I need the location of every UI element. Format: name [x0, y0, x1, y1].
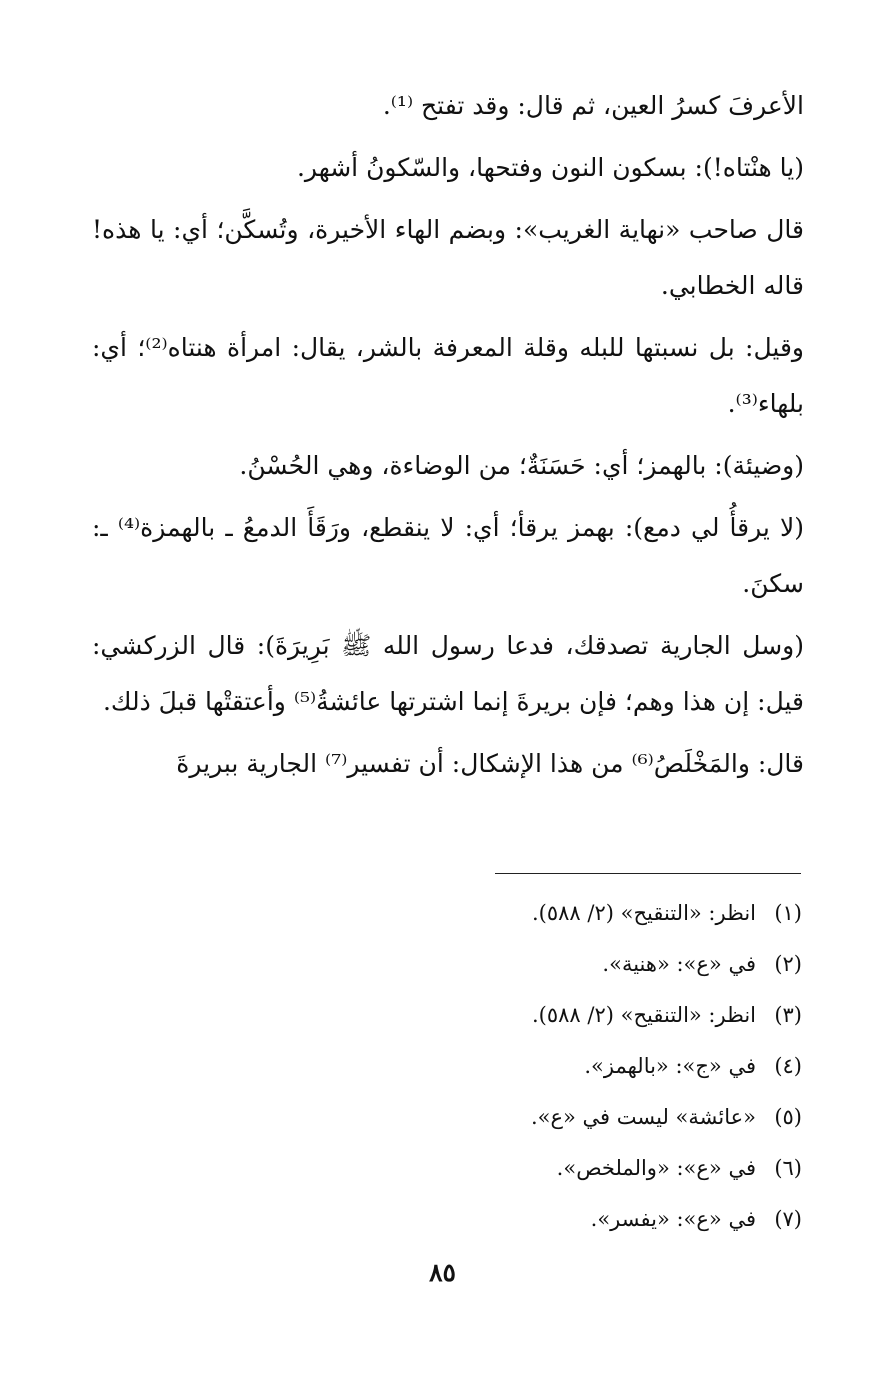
- footnote-number: (٢): [774, 952, 802, 976]
- footnote-text: في «ع»: «يفسر».: [590, 1207, 756, 1231]
- footnote-item: [380, 1194, 802, 1245]
- footnotes: [380, 888, 802, 1245]
- paragraph: (لا يرقأُ لي دمع): بهمز يرقأ؛ أي: لا ينقطع، ورَقَأَ الدمعُ ـ بالهمزة⁽⁴⁾ ـ: سكنَ.: [92, 513, 804, 598]
- footnote-number: (٥): [774, 1105, 802, 1129]
- footnote-item: [380, 990, 802, 1041]
- paragraph: قال: والمَخْلَصُ⁽⁶⁾ من هذا الإشكال: أن تفسير⁽⁷⁾ الجارية ببريرةَ: [176, 749, 804, 778]
- footnote-divider: [495, 873, 801, 874]
- footnote-number: (٣): [774, 1003, 802, 1027]
- paragraph: الأعرفَ كسرُ العين، ثم قال: وقد تفتح ⁽¹⁾.: [382, 91, 804, 120]
- paragraph: (وضيئة): بالهمز؛ أي: حَسَنَةٌ؛ من الوضاءة، وهي الحُسْنُ.: [239, 451, 804, 480]
- footnote-text: «عائشة» ليست في «ع».: [530, 1105, 756, 1129]
- footnote-number: (٤): [774, 1054, 802, 1078]
- footnote-item: [380, 888, 802, 939]
- paragraph: وقيل: بل نسبتها للبله وقلة المعرفة بالشر، يقال: امرأة هنتاه⁽²⁾؛ أي: بلهاء⁽³⁾.: [92, 333, 804, 418]
- footnote-text: في «ج»: «بالهمز».: [584, 1054, 756, 1078]
- footnote-text: في «ع»: «هنية».: [602, 952, 756, 976]
- paragraph: (يا هنْتاه!): بسكون النون وفتحها، والسّكونُ أشهر.: [296, 153, 804, 182]
- footnote-text: انظر: «التنقيح» (٢/ ٥٨٨).: [532, 1003, 756, 1027]
- page-number: ٨٥: [429, 1258, 456, 1287]
- body-text: [92, 78, 804, 798]
- footnote-item: [380, 939, 802, 990]
- footnote-number: (٦): [774, 1156, 802, 1180]
- footnote-item: [380, 1041, 802, 1092]
- footnote-text: انظر: «التنقيح» (٢/ ٥٨٨).: [532, 901, 756, 925]
- footnote-text: في «ع»: «والملخص».: [556, 1156, 756, 1180]
- footnote-number: (٧): [774, 1207, 802, 1231]
- footnote-number: (١): [774, 901, 802, 925]
- paragraph: قال صاحب «نهاية الغريب»: وبضم الهاء الأخيرة، وتُسكَّن؛ أي: يا هذه! قاله الخطابي.: [92, 215, 804, 300]
- footnote-item: [380, 1092, 802, 1143]
- footnote-item: [380, 1143, 802, 1194]
- paragraph: (وسل الجارية تصدقك، فدعا رسول الله ﷺ بَرِيرَةَ): قال الزركشي: قيل: إن هذا وهم؛ فإن بريرةَ إنما اشترتها عائشةُ⁽⁵⁾ وأعتقتْها قبلَ ذلك.: [92, 631, 804, 716]
